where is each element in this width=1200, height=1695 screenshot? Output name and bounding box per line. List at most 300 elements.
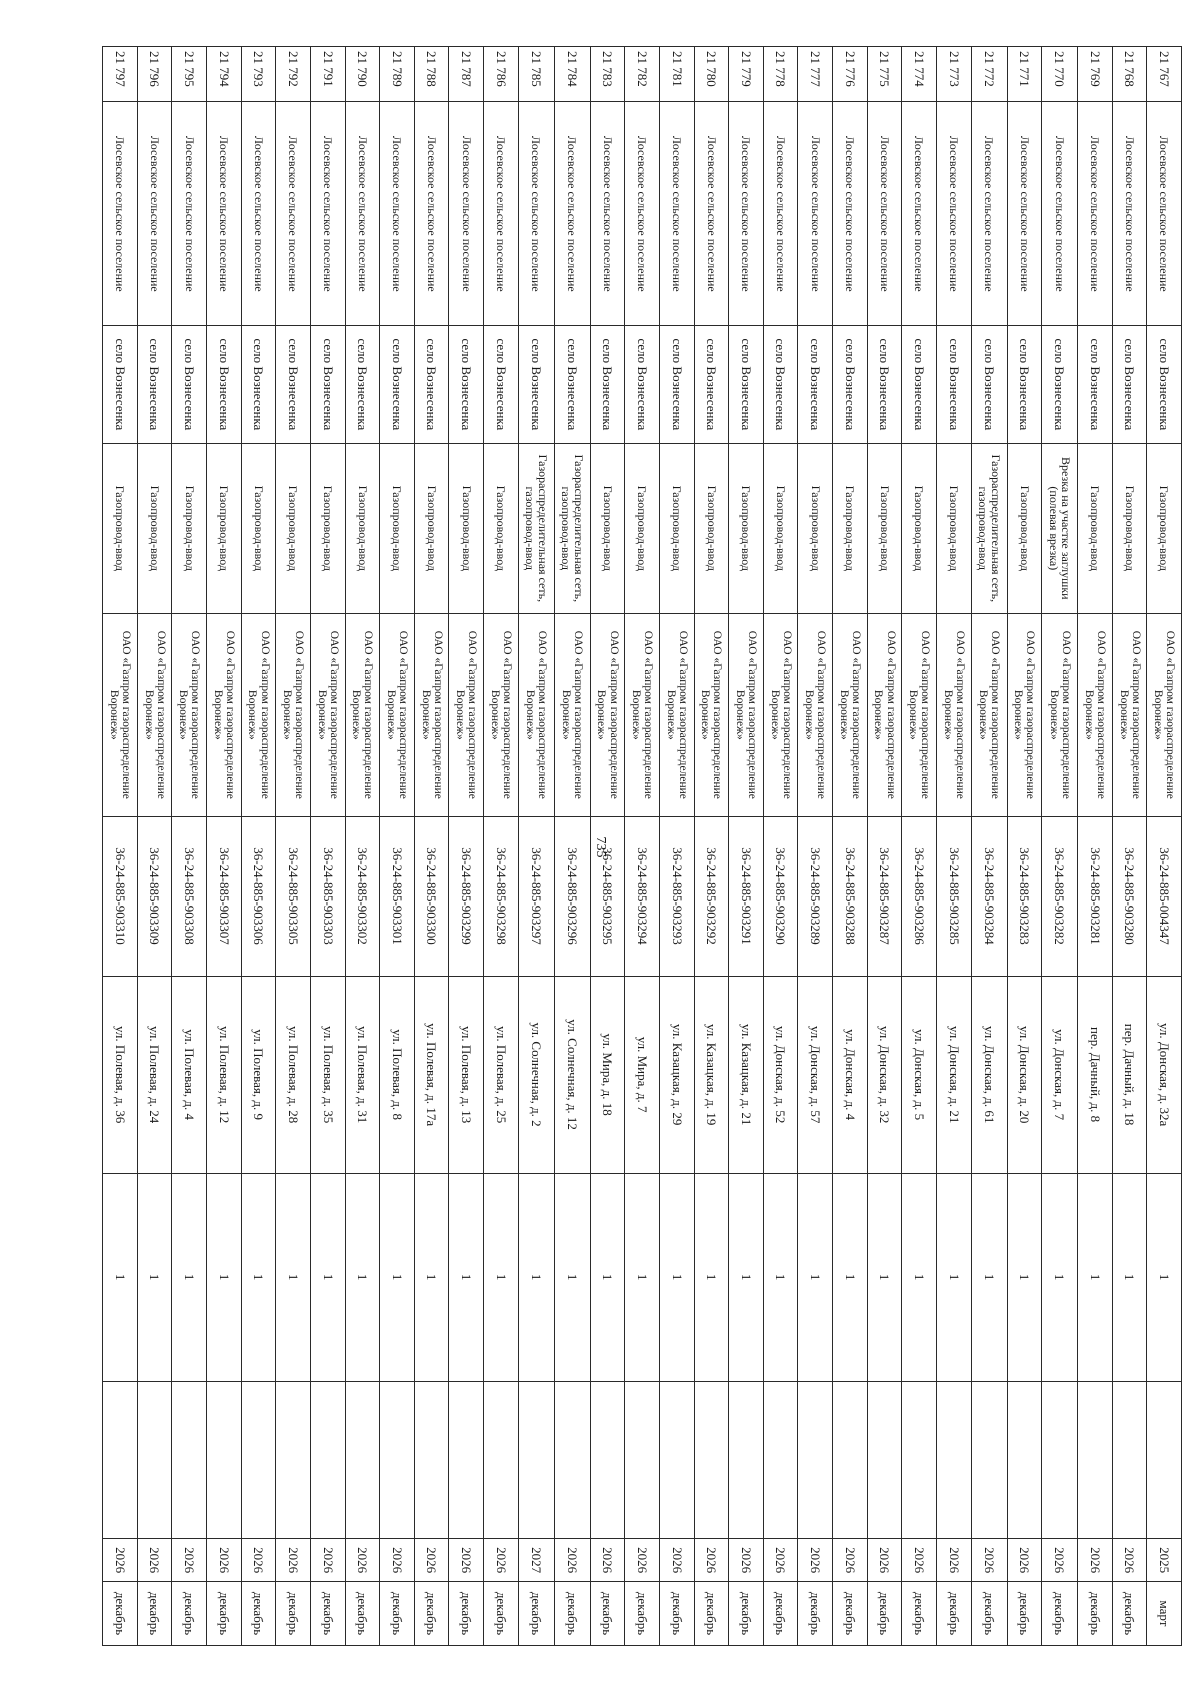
empty-cell: [172, 1381, 207, 1539]
owner-cell: ОАО «Газпром газораспределение Воронеж»: [554, 614, 590, 817]
settlement-cell: Лосевское сельское поселение: [694, 102, 729, 326]
address-cell: ул. Полевая, д. 17а: [414, 976, 449, 1173]
settlement-cell: Лосевское сельское поселение: [1042, 102, 1078, 326]
row-number: 21 796: [137, 47, 172, 102]
owner-cell: ОАО «Газпром газораспределение Воронеж»: [518, 614, 554, 817]
cadastral-number-cell: 36-24-885-903292: [694, 816, 729, 976]
owner-cell: ОАО «Газпром газораспределение Воронеж»: [867, 614, 902, 817]
table-row: [172, 47, 207, 1646]
owner-cell: ОАО «Газпром газораспределение Воронеж»: [414, 614, 449, 817]
quantity-cell: 1: [241, 1173, 276, 1381]
quantity-cell: 1: [380, 1173, 415, 1381]
empty-cell: [1078, 1381, 1113, 1539]
row-number: 21 795: [172, 47, 207, 102]
year-cell: 2027: [518, 1539, 554, 1582]
address-cell: ул. Солнечная, д. 2: [518, 976, 554, 1173]
owner-cell: ОАО «Газпром газораспределение Воронеж»: [1007, 614, 1042, 817]
month-cell: декабрь: [554, 1581, 590, 1645]
row-number: 21 778: [763, 47, 798, 102]
year-cell: 2026: [798, 1539, 833, 1582]
month-cell: декабрь: [694, 1581, 729, 1645]
village-cell: село Вознесенка: [590, 326, 625, 443]
address-cell: ул. Донская, д. 57: [798, 976, 833, 1173]
year-cell: 2026: [241, 1539, 276, 1582]
settlement-cell: Лосевское сельское поселение: [625, 102, 660, 326]
month-cell: декабрь: [207, 1581, 242, 1645]
empty-cell: [1007, 1381, 1042, 1539]
cadastral-number-cell: 36-24-885-903306: [241, 816, 276, 976]
empty-cell: [518, 1381, 554, 1539]
row-number: 21 793: [241, 47, 276, 102]
year-cell: 2026: [137, 1539, 172, 1582]
year-cell: 2026: [867, 1539, 902, 1582]
cadastral-number-cell: 36-24-885-903293: [659, 816, 694, 976]
table-row: [694, 47, 729, 1646]
quantity-cell: 1: [1147, 1173, 1182, 1381]
month-cell: декабрь: [625, 1581, 660, 1645]
empty-cell: [763, 1381, 798, 1539]
object-type-cell: Газопровод-ввод: [1078, 443, 1113, 614]
quantity-cell: 1: [137, 1173, 172, 1381]
owner-cell: ОАО «Газпром газораспределение Воронеж»: [625, 614, 660, 817]
address-cell: ул. Полевая, д. 28: [276, 976, 311, 1173]
rotated-table-container: [102, 46, 1182, 1646]
village-cell: село Вознесенка: [414, 326, 449, 443]
year-cell: 2026: [1112, 1539, 1147, 1582]
owner-cell: ОАО «Газпром газораспределение Воронеж»: [694, 614, 729, 817]
month-cell: декабрь: [902, 1581, 937, 1645]
object-type-cell: Газопровод-ввод: [902, 443, 937, 614]
owner-cell: ОАО «Газпром газораспределение Воронеж»: [798, 614, 833, 817]
quantity-cell: 1: [971, 1173, 1007, 1381]
month-cell: декабрь: [518, 1581, 554, 1645]
month-cell: декабрь: [763, 1581, 798, 1645]
month-cell: декабрь: [345, 1581, 380, 1645]
object-type-cell: Газопровод-ввод: [241, 443, 276, 614]
empty-cell: [694, 1381, 729, 1539]
cadastral-number-cell: 36-24-885-903283: [1007, 816, 1042, 976]
row-number: 21 770: [1042, 47, 1078, 102]
cadastral-number-cell: 36-24-885-903282: [1042, 816, 1078, 976]
settlement-cell: Лосевское сельское поселение: [276, 102, 311, 326]
month-cell: декабрь: [936, 1581, 971, 1645]
month-cell: декабрь: [276, 1581, 311, 1645]
village-cell: село Вознесенка: [172, 326, 207, 443]
page-number: 735: [593, 836, 608, 858]
year-cell: 2026: [590, 1539, 625, 1582]
owner-cell: ОАО «Газпром газораспределение Воронеж»: [380, 614, 415, 817]
table-row: [103, 47, 138, 1646]
quantity-cell: 1: [518, 1173, 554, 1381]
quantity-cell: 1: [414, 1173, 449, 1381]
cadastral-number-cell: 36-24-885-903280: [1112, 816, 1147, 976]
village-cell: село Вознесенка: [276, 326, 311, 443]
address-cell: ул. Полевая, д. 4: [172, 976, 207, 1173]
cadastral-number-cell: 36-24-885-903296: [554, 816, 590, 976]
village-cell: село Вознесенка: [380, 326, 415, 443]
object-type-cell: Газопровод-ввод: [414, 443, 449, 614]
table-row: [1112, 47, 1147, 1646]
owner-cell: ОАО «Газпром газораспределение Воронеж»: [729, 614, 764, 817]
settlement-cell: Лосевское сельское поселение: [103, 102, 138, 326]
object-type-cell: Газопровод-ввод: [276, 443, 311, 614]
village-cell: село Вознесенка: [554, 326, 590, 443]
row-number: 21 792: [276, 47, 311, 102]
month-cell: декабрь: [590, 1581, 625, 1645]
row-number: 21 777: [798, 47, 833, 102]
month-cell: декабрь: [798, 1581, 833, 1645]
month-cell: декабрь: [971, 1581, 1007, 1645]
table-row: [241, 47, 276, 1646]
object-type-cell: Газопровод-ввод: [484, 443, 519, 614]
settlement-cell: Лосевское сельское поселение: [554, 102, 590, 326]
year-cell: 2026: [276, 1539, 311, 1582]
settlement-cell: Лосевское сельское поселение: [1078, 102, 1113, 326]
settlement-cell: Лосевское сельское поселение: [902, 102, 937, 326]
empty-cell: [484, 1381, 519, 1539]
year-cell: 2026: [763, 1539, 798, 1582]
row-number: 21 772: [971, 47, 1007, 102]
quantity-cell: 1: [1042, 1173, 1078, 1381]
owner-cell: ОАО «Газпром газораспределение Воронеж»: [936, 614, 971, 817]
quantity-cell: 1: [729, 1173, 764, 1381]
row-number: 21 771: [1007, 47, 1042, 102]
row-number: 21 783: [590, 47, 625, 102]
row-number: 21 775: [867, 47, 902, 102]
empty-cell: [345, 1381, 380, 1539]
object-type-cell: Газопровод-ввод: [659, 443, 694, 614]
table-row: [590, 47, 625, 1646]
month-cell: декабрь: [1042, 1581, 1078, 1645]
table-row: [380, 47, 415, 1646]
settlement-cell: Лосевское сельское поселение: [484, 102, 519, 326]
object-type-cell: Газопровод-ввод: [449, 443, 484, 614]
cadastral-number-cell: 36-24-885-004347: [1147, 816, 1182, 976]
object-type-cell: Газопровод-ввод: [1007, 443, 1042, 614]
quantity-cell: 1: [902, 1173, 937, 1381]
empty-cell: [936, 1381, 971, 1539]
object-type-cell: Газопровод-ввод: [1112, 443, 1147, 614]
year-cell: 2026: [625, 1539, 660, 1582]
object-type-cell: Газопровод-ввод: [694, 443, 729, 614]
table-row: [798, 47, 833, 1646]
settlement-cell: Лосевское сельское поселение: [380, 102, 415, 326]
quantity-cell: 1: [1007, 1173, 1042, 1381]
cadastral-number-cell: 36-24-885-903298: [484, 816, 519, 976]
village-cell: село Вознесенка: [659, 326, 694, 443]
empty-cell: [798, 1381, 833, 1539]
address-cell: ул. Казацкая, д. 29: [659, 976, 694, 1173]
village-cell: село Вознесенка: [1112, 326, 1147, 443]
empty-cell: [310, 1381, 345, 1539]
table-row: [137, 47, 172, 1646]
quantity-cell: 1: [310, 1173, 345, 1381]
address-cell: ул. Полевая, д. 8: [380, 976, 415, 1173]
table-row: [310, 47, 345, 1646]
table-row: [345, 47, 380, 1646]
table-row: [276, 47, 311, 1646]
quantity-cell: 1: [172, 1173, 207, 1381]
settlement-cell: Лосевское сельское поселение: [659, 102, 694, 326]
village-cell: село Вознесенка: [798, 326, 833, 443]
row-number: 21 774: [902, 47, 937, 102]
empty-cell: [833, 1381, 868, 1539]
object-type-cell: Газопровод-ввод: [833, 443, 868, 614]
village-cell: село Вознесенка: [867, 326, 902, 443]
cadastral-number-cell: 36-24-885-903294: [625, 816, 660, 976]
table-row: [659, 47, 694, 1646]
village-cell: село Вознесенка: [137, 326, 172, 443]
table-row: [554, 47, 590, 1646]
month-cell: декабрь: [1078, 1581, 1113, 1645]
quantity-cell: 1: [867, 1173, 902, 1381]
owner-cell: ОАО «Газпром газораспределение Воронеж»: [207, 614, 242, 817]
year-cell: 2025: [1147, 1539, 1182, 1582]
address-cell: ул. Донская, д. 5: [902, 976, 937, 1173]
village-cell: село Вознесенка: [625, 326, 660, 443]
empty-cell: [207, 1381, 242, 1539]
object-type-cell: Газопровод-ввод: [207, 443, 242, 614]
object-type-cell: Газопровод-ввод: [763, 443, 798, 614]
row-number: 21 790: [345, 47, 380, 102]
year-cell: 2026: [207, 1539, 242, 1582]
empty-cell: [449, 1381, 484, 1539]
settlement-cell: Лосевское сельское поселение: [971, 102, 1007, 326]
table-row: [414, 47, 449, 1646]
village-cell: село Вознесенка: [1042, 326, 1078, 443]
month-cell: декабрь: [172, 1581, 207, 1645]
object-type-cell: Газопровод-ввод: [867, 443, 902, 614]
table-row: [625, 47, 660, 1646]
village-cell: село Вознесенка: [345, 326, 380, 443]
cadastral-number-cell: 36-24-885-903299: [449, 816, 484, 976]
owner-cell: ОАО «Газпром газораспределение Воронеж»: [971, 614, 1007, 817]
object-type-cell: Газопровод-ввод: [137, 443, 172, 614]
cadastral-number-cell: 36-24-885-903310: [103, 816, 138, 976]
village-cell: село Вознесенка: [449, 326, 484, 443]
settlement-cell: Лосевское сельское поселение: [449, 102, 484, 326]
cadastral-number-cell: 36-24-885-903300: [414, 816, 449, 976]
object-type-cell: Газопровод-ввод: [345, 443, 380, 614]
owner-cell: ОАО «Газпром газораспределение Воронеж»: [659, 614, 694, 817]
cadastral-number-cell: 36-24-885-903291: [729, 816, 764, 976]
settlement-cell: Лосевское сельское поселение: [1007, 102, 1042, 326]
empty-cell: [380, 1381, 415, 1539]
year-cell: 2026: [1078, 1539, 1113, 1582]
cadastral-number-cell: 36-24-885-903284: [971, 816, 1007, 976]
row-number: 21 784: [554, 47, 590, 102]
row-number: 21 779: [729, 47, 764, 102]
year-cell: 2026: [729, 1539, 764, 1582]
owner-cell: ОАО «Газпром газораспределение Воронеж»: [241, 614, 276, 817]
row-number: 21 786: [484, 47, 519, 102]
settlement-cell: Лосевское сельское поселение: [172, 102, 207, 326]
address-cell: ул. Полевая, д. 24: [137, 976, 172, 1173]
row-number: 21 773: [936, 47, 971, 102]
quantity-cell: 1: [554, 1173, 590, 1381]
village-cell: село Вознесенка: [694, 326, 729, 443]
year-cell: 2026: [1042, 1539, 1078, 1582]
settlement-cell: Лосевское сельское поселение: [729, 102, 764, 326]
row-number: 21 794: [207, 47, 242, 102]
cadastral-number-cell: 36-24-885-903289: [798, 816, 833, 976]
address-cell: ул. Полевая, д. 12: [207, 976, 242, 1173]
table-row: [867, 47, 902, 1646]
row-number: 21 781: [659, 47, 694, 102]
quantity-cell: 1: [449, 1173, 484, 1381]
object-type-cell: Газораспределительная сеть, газопровод-ввод: [971, 443, 1007, 614]
address-cell: ул. Мира, д. 18: [590, 976, 625, 1173]
settlement-cell: Лосевское сельское поселение: [310, 102, 345, 326]
row-number: 21 787: [449, 47, 484, 102]
settlement-cell: Лосевское сельское поселение: [518, 102, 554, 326]
settlement-cell: Лосевское сельское поселение: [936, 102, 971, 326]
month-cell: декабрь: [449, 1581, 484, 1645]
village-cell: село Вознесенка: [936, 326, 971, 443]
gas-registry-table: [102, 46, 1182, 1646]
village-cell: село Вознесенка: [103, 326, 138, 443]
address-cell: ул. Донская, д. 32: [867, 976, 902, 1173]
cadastral-number-cell: 36-24-885-903301: [380, 816, 415, 976]
row-number: 21 782: [625, 47, 660, 102]
object-type-cell: Газораспределительная сеть, газопровод-ввод: [554, 443, 590, 614]
cadastral-number-cell: 36-24-885-903302: [345, 816, 380, 976]
row-number: 21 768: [1112, 47, 1147, 102]
year-cell: 2026: [1007, 1539, 1042, 1582]
quantity-cell: 1: [276, 1173, 311, 1381]
address-cell: пер. Дачный, д. 18: [1112, 976, 1147, 1173]
object-type-cell: Газопровод-ввод: [936, 443, 971, 614]
address-cell: ул. Полевая, д. 9: [241, 976, 276, 1173]
table-body: [103, 47, 1182, 1646]
cadastral-number-cell: 36-24-885-903286: [902, 816, 937, 976]
cadastral-number-cell: 36-24-885-903281: [1078, 816, 1113, 976]
village-cell: село Вознесенка: [207, 326, 242, 443]
row-number: 21 797: [103, 47, 138, 102]
year-cell: 2026: [484, 1539, 519, 1582]
object-type-cell: Газопровод-ввод: [380, 443, 415, 614]
village-cell: село Вознесенка: [833, 326, 868, 443]
month-cell: декабрь: [137, 1581, 172, 1645]
owner-cell: ОАО «Газпром газораспределение Воронеж»: [484, 614, 519, 817]
cadastral-number-cell: 36-24-885-903295: [590, 816, 625, 976]
cadastral-number-cell: 36-24-885-903307: [207, 816, 242, 976]
object-type-cell: Врезка на участке заглушки (полевая врезка): [1042, 443, 1078, 614]
table-row: [518, 47, 554, 1646]
year-cell: 2026: [345, 1539, 380, 1582]
settlement-cell: Лосевское сельское поселение: [137, 102, 172, 326]
year-cell: 2026: [103, 1539, 138, 1582]
row-number: 21 776: [833, 47, 868, 102]
year-cell: 2026: [936, 1539, 971, 1582]
year-cell: 2026: [833, 1539, 868, 1582]
address-cell: ул. Мира, д. 7: [625, 976, 660, 1173]
empty-cell: [867, 1381, 902, 1539]
cadastral-number-cell: 36-24-885-903290: [763, 816, 798, 976]
object-type-cell: Газораспределительная сеть, газопровод-ввод: [518, 443, 554, 614]
empty-cell: [1042, 1381, 1078, 1539]
empty-cell: [902, 1381, 937, 1539]
year-cell: 2026: [554, 1539, 590, 1582]
row-number: 21 785: [518, 47, 554, 102]
address-cell: ул. Солнечная, д. 12: [554, 976, 590, 1173]
village-cell: село Вознесенка: [729, 326, 764, 443]
owner-cell: ОАО «Газпром газораспределение Воронеж»: [345, 614, 380, 817]
month-cell: декабрь: [380, 1581, 415, 1645]
month-cell: декабрь: [867, 1581, 902, 1645]
settlement-cell: Лосевское сельское поселение: [833, 102, 868, 326]
village-cell: село Вознесенка: [902, 326, 937, 443]
quantity-cell: 1: [798, 1173, 833, 1381]
settlement-cell: Лосевское сельское поселение: [798, 102, 833, 326]
village-cell: село Вознесенка: [518, 326, 554, 443]
quantity-cell: 1: [936, 1173, 971, 1381]
table-row: [936, 47, 971, 1646]
address-cell: ул. Донская, д. 20: [1007, 976, 1042, 1173]
address-cell: ул. Полевая, д. 36: [103, 976, 138, 1173]
owner-cell: ОАО «Газпром газораспределение Воронеж»: [1042, 614, 1078, 817]
village-cell: село Вознесенка: [763, 326, 798, 443]
month-cell: декабрь: [1007, 1581, 1042, 1645]
empty-cell: [241, 1381, 276, 1539]
table-row: [484, 47, 519, 1646]
quantity-cell: 1: [103, 1173, 138, 1381]
month-cell: декабрь: [833, 1581, 868, 1645]
table-row: [1042, 47, 1078, 1646]
quantity-cell: 1: [694, 1173, 729, 1381]
owner-cell: ОАО «Газпром газораспределение Воронеж»: [763, 614, 798, 817]
cadastral-number-cell: 36-24-885-903288: [833, 816, 868, 976]
object-type-cell: Газопровод-ввод: [103, 443, 138, 614]
year-cell: 2026: [310, 1539, 345, 1582]
quantity-cell: 1: [763, 1173, 798, 1381]
address-cell: ул. Донская, д. 32а: [1147, 976, 1182, 1173]
table-row: [902, 47, 937, 1646]
settlement-cell: Лосевское сельское поселение: [241, 102, 276, 326]
object-type-cell: Газопровод-ввод: [172, 443, 207, 614]
village-cell: село Вознесенка: [484, 326, 519, 443]
quantity-cell: 1: [625, 1173, 660, 1381]
village-cell: село Вознесенка: [310, 326, 345, 443]
address-cell: ул. Донская, д. 21: [936, 976, 971, 1173]
village-cell: село Вознесенка: [971, 326, 1007, 443]
year-cell: 2026: [414, 1539, 449, 1582]
empty-cell: [1112, 1381, 1147, 1539]
address-cell: ул. Донская, д. 7: [1042, 976, 1078, 1173]
owner-cell: ОАО «Газпром газораспределение Воронеж»: [449, 614, 484, 817]
table-row: [1007, 47, 1042, 1646]
table-row: [833, 47, 868, 1646]
object-type-cell: Газопровод-ввод: [310, 443, 345, 614]
year-cell: 2026: [971, 1539, 1007, 1582]
table-row: [207, 47, 242, 1646]
row-number: 21 769: [1078, 47, 1113, 102]
year-cell: 2026: [172, 1539, 207, 1582]
address-cell: ул. Казацкая, д. 19: [694, 976, 729, 1173]
empty-cell: [276, 1381, 311, 1539]
row-number: 21 789: [380, 47, 415, 102]
owner-cell: ОАО «Газпром газораспределение Воронеж»: [276, 614, 311, 817]
cadastral-number-cell: 36-24-885-903305: [276, 816, 311, 976]
settlement-cell: Лосевское сельское поселение: [590, 102, 625, 326]
empty-cell: [625, 1381, 660, 1539]
month-cell: декабрь: [241, 1581, 276, 1645]
cadastral-number-cell: 36-24-885-903297: [518, 816, 554, 976]
settlement-cell: Лосевское сельское поселение: [763, 102, 798, 326]
owner-cell: ОАО «Газпром газораспределение Воронеж»: [902, 614, 937, 817]
object-type-cell: Газопровод-ввод: [1147, 443, 1182, 614]
quantity-cell: 1: [345, 1173, 380, 1381]
